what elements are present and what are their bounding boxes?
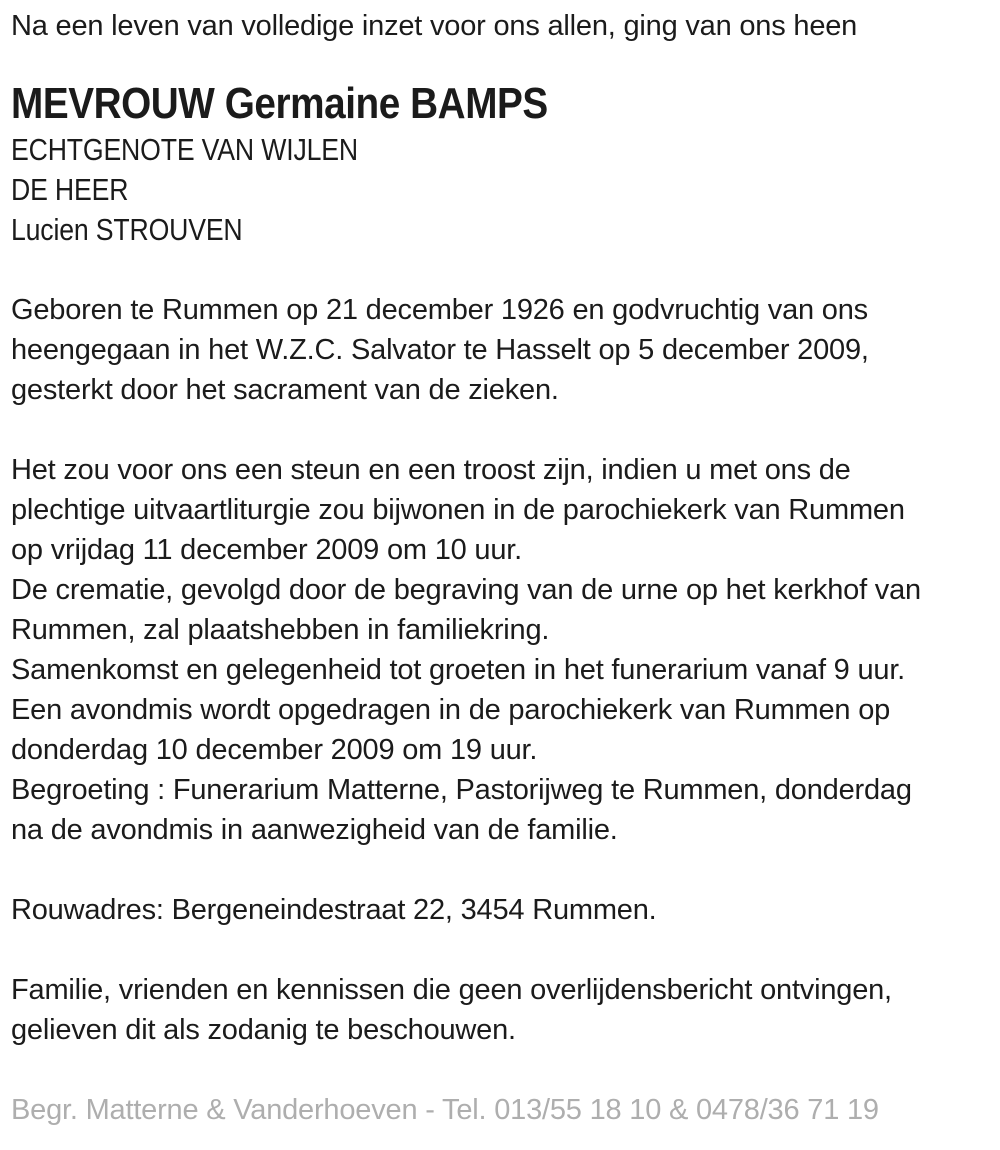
body-line: plechtige uitvaartliturgie zou bijwonen in de parochiekerk van Rummen — [11, 494, 905, 526]
mourning-address-line: Rouwadres: Bergeneindestraat 22, 3454 Rummen. — [11, 894, 657, 926]
body-line: Het zou voor ons een steun en een troost zijn, indien u met ons de — [11, 454, 851, 486]
body-line: gesterkt door het sacrament van de zieken. — [11, 374, 559, 406]
body-line: Samenkomst en gelegenheid tot groeten in het funerarium vanaf 9 uur. — [11, 654, 906, 686]
funeral-home-credit: Begr. Matterne & Vanderhoeven - Tel. 013/55 18 10 & 0478/36 71 19 — [11, 1094, 879, 1126]
body-line: Begroeting : Funerarium Matterne, Pastorijweg te Rummen, donderdag — [11, 774, 912, 806]
paragraph-notice — [11, 970, 1000, 1050]
body-line: heengegaan in het W.Z.C. Salvator te Hasselt op 5 december 2009, — [11, 334, 869, 366]
paragraph-mourning-address — [11, 890, 1000, 930]
deceased-name-heading: MEVROUW Germaine BAMPS — [11, 79, 548, 128]
body-line: na de avondmis in aanwezigheid van de familie. — [11, 814, 618, 846]
body-line: Familie, vrienden en kennissen die geen overlijdensbericht ontvingen, — [11, 974, 892, 1006]
relation-line-de-heer: DE HEER — [11, 172, 129, 207]
body-line: op vrijdag 11 december 2009 om 10 uur. — [11, 534, 522, 566]
body-line: donderdag 10 december 2009 om 19 uur. — [11, 734, 538, 766]
intro-line: Na een leven van volledige inzet voor ons allen, ging van ons heen — [11, 10, 858, 42]
body-line: Rummen, zal plaatshebben in familiekring. — [11, 614, 550, 646]
relation-line-echtgenote: ECHTGENOTE VAN WIJLEN — [11, 132, 358, 167]
body-line: Geboren te Rummen op 21 december 1926 en godvruchtig van ons — [11, 294, 868, 326]
body-line: Een avondmis wordt opgedragen in de parochiekerk van Rummen op — [11, 694, 891, 726]
paragraph-funeral-arrangements — [11, 450, 1000, 850]
body-line: gelieven dit als zodanig te beschouwen. — [11, 1014, 516, 1046]
body-line: De crematie, gevolgd door de begraving van de urne op het kerkhof van — [11, 574, 921, 606]
spouse-name-line: Lucien STROUVEN — [11, 212, 243, 247]
paragraph-birth-and-death — [11, 290, 1000, 410]
